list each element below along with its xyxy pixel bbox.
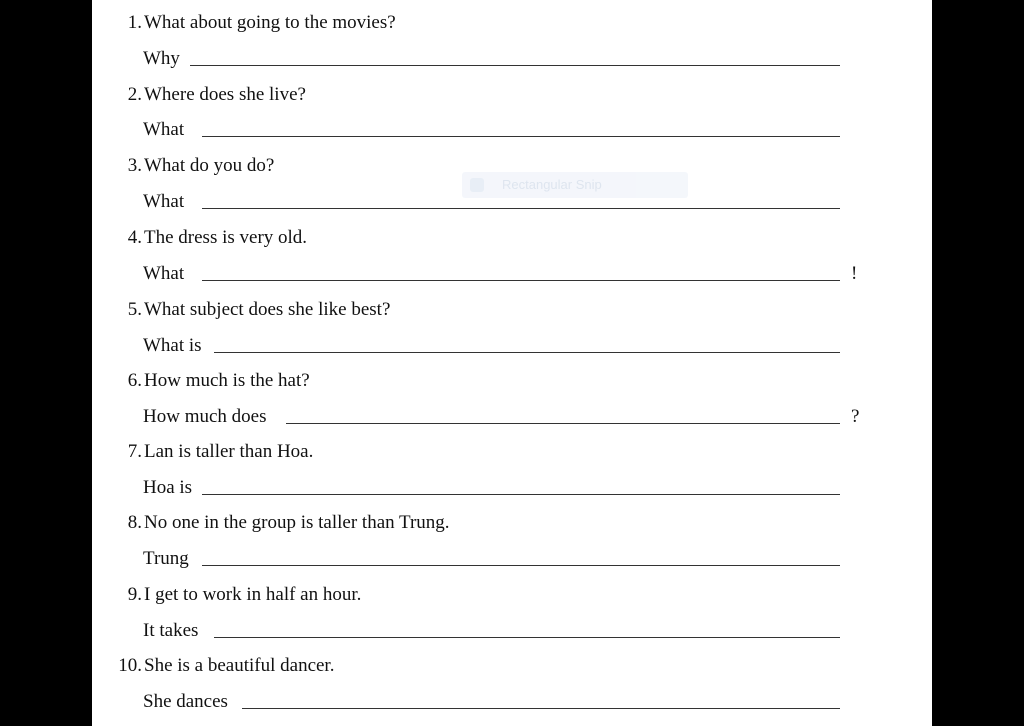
answer-prefix: Why xyxy=(143,48,180,69)
end-mark: ? xyxy=(851,406,860,427)
question-number: 10. xyxy=(118,655,142,676)
question-number: 1. xyxy=(127,12,142,33)
answer-prefix: How much does xyxy=(143,406,267,427)
question-number: 9. xyxy=(127,584,142,605)
answer-blank-3[interactable] xyxy=(202,208,840,209)
question-text: Lan is taller than Hoa. xyxy=(144,441,314,462)
question-text: What about going to the movies? xyxy=(144,12,396,33)
answer-blank-4[interactable] xyxy=(202,280,840,281)
answer-blank-9[interactable] xyxy=(214,637,840,638)
question-text: What subject does she like best? xyxy=(144,299,391,320)
question-text: I get to work in half an hour. xyxy=(144,584,362,605)
answer-prefix: What xyxy=(143,119,185,140)
question-text: The dress is very old. xyxy=(144,227,308,248)
answer-prefix: What xyxy=(143,191,185,212)
answer-blank-5[interactable] xyxy=(214,352,840,353)
question-text: What do you do? xyxy=(144,155,275,176)
question-number: 7. xyxy=(127,441,142,462)
question-number: 4. xyxy=(127,227,142,248)
answer-prefix: She dances xyxy=(143,691,228,712)
question-number: 3. xyxy=(127,155,142,176)
answer-prefix: Hoa is xyxy=(143,477,193,498)
answer-prefix: What xyxy=(143,263,185,284)
answer-blank-1[interactable] xyxy=(190,65,840,66)
question-number: 2. xyxy=(127,84,142,105)
answer-blank-7[interactable] xyxy=(202,494,840,495)
snip-icon xyxy=(470,178,484,192)
snip-label: Rectangular Snip xyxy=(502,177,602,192)
question-text: No one in the group is taller than Trung. xyxy=(144,512,450,533)
question-number: 5. xyxy=(127,299,142,320)
question-text: How much is the hat? xyxy=(144,370,310,391)
answer-blank-2[interactable] xyxy=(202,136,840,137)
end-mark: ! xyxy=(851,263,858,284)
answer-prefix: It takes xyxy=(143,620,199,641)
answer-blank-6[interactable] xyxy=(286,423,840,424)
answer-blank-10[interactable] xyxy=(242,708,840,709)
question-text: Where does she live? xyxy=(144,84,306,105)
answer-prefix: What is xyxy=(143,335,202,356)
answer-prefix: Trung xyxy=(143,548,189,569)
question-number: 8. xyxy=(127,512,142,533)
answer-blank-8[interactable] xyxy=(202,565,840,566)
question-number: 6. xyxy=(127,370,142,391)
snip-tooltip xyxy=(462,172,688,198)
question-text: She is a beautiful dancer. xyxy=(144,655,335,676)
worksheet-page xyxy=(92,0,932,726)
